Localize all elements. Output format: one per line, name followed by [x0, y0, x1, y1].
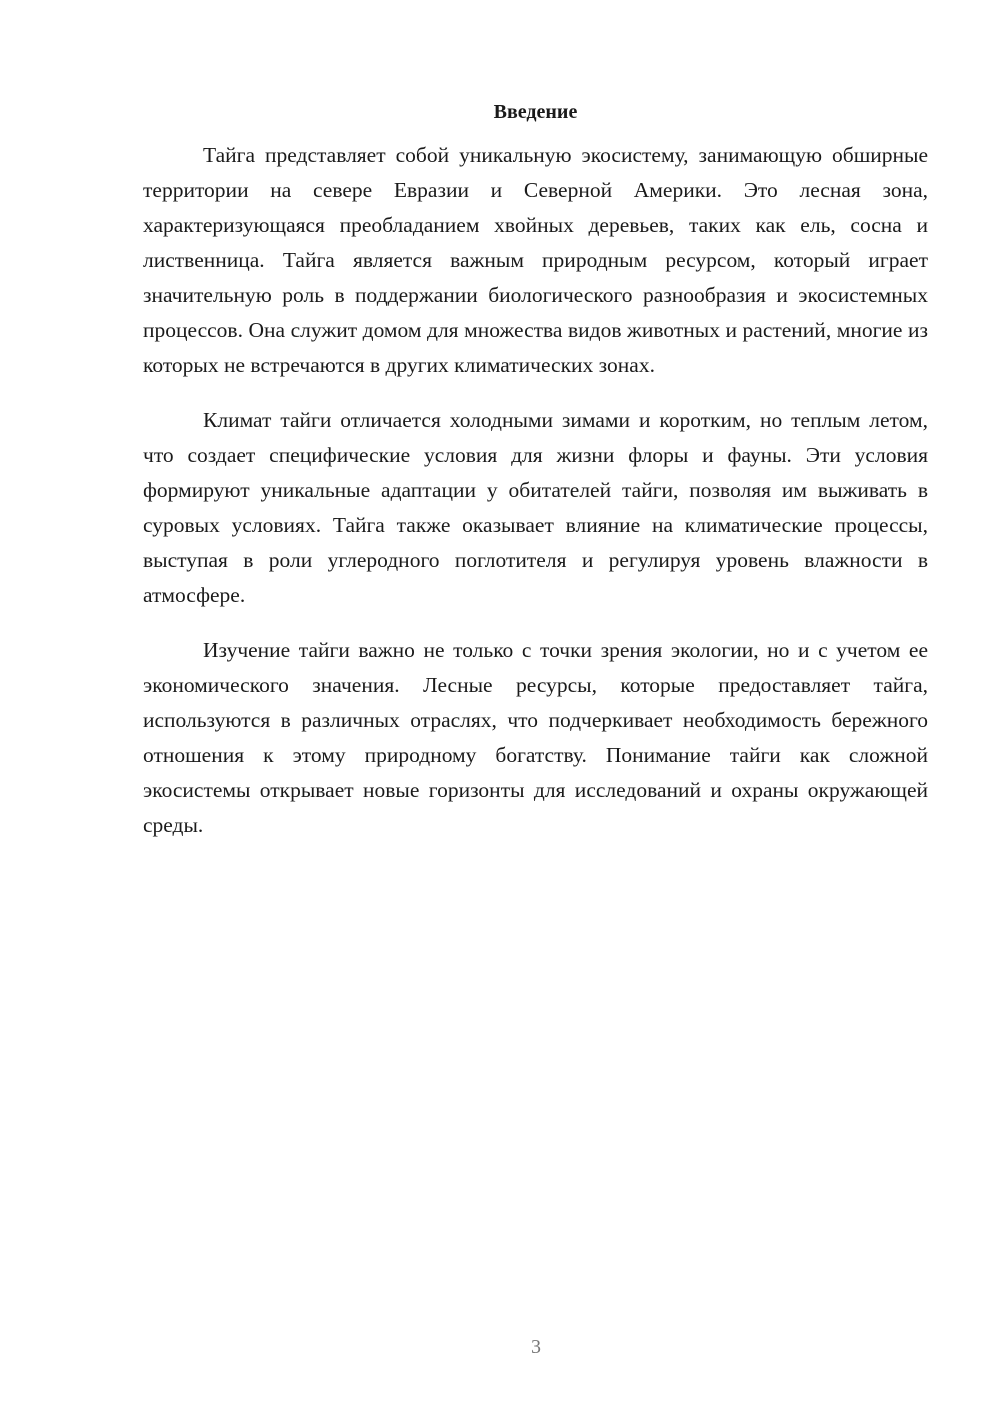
- paragraph-1: Тайга представляет собой уникальную экосистему, занимающую обширные территории на севере Евразии и Северной Америки. Это лесная зона, характеризующаяся преобладанием хвойных деревьев, таких как ель, сосна и лиственница. Тайга является важным природным ресурсом, который играет значительную роль в поддержании биологического разнообразия и экосистемных процессов. Она служит домом для множества видов животных и растений, многие из которых не встречаются в других климатических зонах.: [143, 143, 928, 377]
- page-number: 3: [531, 1336, 541, 1358]
- paragraph-3: Изучение тайги важно не только с точки зрения экологии, но и с учетом ее экономического значения. Лесные ресурсы, которые предоставляет тайга, используются в различных отраслях, что подчеркивает необходимость бережного отношения к этому природному богатству. Понимание тайги как сложной экосистемы открывает новые горизонты для исследований и охраны окружающей среды.: [143, 638, 928, 837]
- paragraph-2: Климат тайги отличается холодными зимами и коротким, но теплым летом, что создает специфические условия для жизни флоры и фауны. Эти условия формируют уникальные адаптации у обитателей тайги, позволяя им выживать в суровых условиях. Тайга также оказывает влияние на климатические процессы, выступая в роли углеродного поглотителя и регулируя уровень влажности в атмосфере.: [143, 408, 928, 607]
- document-body: [143, 96, 928, 863]
- section-heading: Введение: [493, 101, 578, 123]
